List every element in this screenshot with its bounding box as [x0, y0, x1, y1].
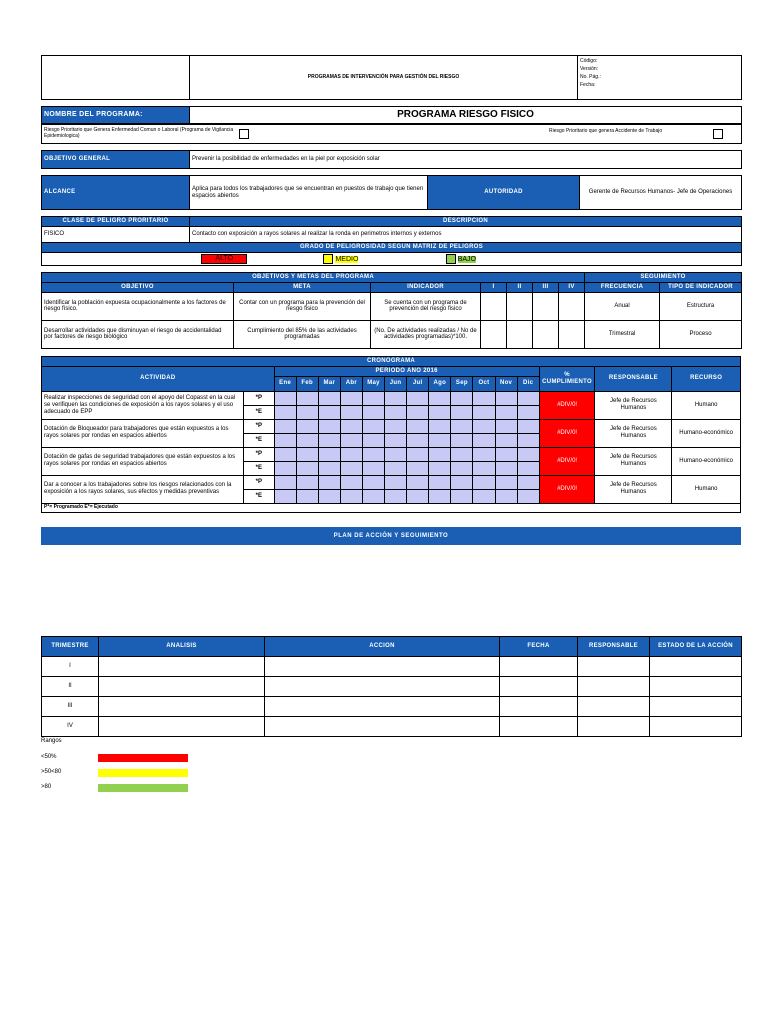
schedule-section-label: CRONOGRAMA: [42, 356, 741, 366]
quarter-cell: II: [42, 677, 99, 697]
col-q4: IV: [559, 283, 585, 293]
quarter-cell: I: [42, 657, 99, 677]
schedule-cell[interactable]: [451, 419, 473, 433]
schedule-cell[interactable]: [340, 405, 362, 419]
code-label: Código:: [580, 58, 598, 64]
hazard-grade-label: GRADO DE PELIGROSIDAD SEGÚN MATRIZ DE PELIGROS: [42, 243, 742, 253]
schedule-cell[interactable]: [473, 475, 495, 489]
quarter-cell: IV: [42, 717, 99, 737]
month-header: Jul: [407, 376, 429, 391]
range-high-swatch: [98, 784, 188, 792]
schedule-cell[interactable]: [495, 405, 517, 419]
schedule-cell[interactable]: [318, 475, 340, 489]
schedule-cell[interactable]: [296, 433, 318, 447]
schedule-cell[interactable]: [407, 391, 429, 405]
plan-cell[interactable]: [99, 697, 265, 717]
plan-cell[interactable]: [99, 657, 265, 677]
plan-cell[interactable]: [500, 677, 578, 697]
plan-cell[interactable]: [500, 717, 578, 737]
schedule-cell[interactable]: [318, 405, 340, 419]
schedule-cell[interactable]: [274, 419, 296, 433]
table-row: [42, 292, 742, 320]
scope-label: ALCANCE: [42, 176, 190, 210]
table-row: [42, 717, 742, 737]
schedule-cell[interactable]: [517, 391, 539, 405]
responsible-cell: Jefe de Recursos Humanos: [595, 475, 672, 503]
month-header: Sep: [451, 376, 473, 391]
schedule-cell[interactable]: [407, 405, 429, 419]
month-header: Oct: [473, 376, 495, 391]
schedule-cell[interactable]: [340, 419, 362, 433]
hazard-class-label: CLASE DE PELIGRO PRORITARIO: [42, 217, 190, 227]
level-high-label: ALTO: [201, 254, 247, 264]
header-title: PROGRAMAS DE INTERVENCIÓN PARA GESTIÓN DEL RIESGO: [190, 56, 578, 100]
ranges-label: Rangos: [41, 738, 62, 744]
schedule-cell[interactable]: [495, 419, 517, 433]
plan-section-label: PLAN DE ACCIÓN Y SEGUIMIENTO: [41, 527, 741, 545]
schedule-cell[interactable]: [407, 447, 429, 461]
schedule-cell[interactable]: [429, 475, 451, 489]
range-high-label: >80: [41, 784, 52, 790]
resource-cell: Humano-económico: [672, 447, 741, 475]
schedule-cell[interactable]: [362, 475, 384, 489]
schedule-cell[interactable]: [451, 405, 473, 419]
schedule-cell[interactable]: [340, 461, 362, 475]
level-medium-swatch: [323, 254, 333, 264]
objective-text: Prevenir la posibilidad de enfermedades en la piel por exposición solar: [190, 151, 742, 169]
activity-cell: Dotación de gafas de seguridad trabajadores que están expuestos a los rayos solares por rondas en espacios abiertos: [42, 447, 244, 475]
table-row: [42, 657, 742, 677]
schedule-cell[interactable]: [385, 433, 407, 447]
schedule-cell[interactable]: [517, 461, 539, 475]
schedule-cell[interactable]: [340, 391, 362, 405]
header-table: [41, 55, 742, 100]
schedule-cell[interactable]: [473, 461, 495, 475]
schedule-cell[interactable]: [429, 489, 451, 503]
schedule-cell[interactable]: [407, 475, 429, 489]
col-objective: OBJETIVO: [42, 283, 234, 293]
schedule-cell[interactable]: [318, 461, 340, 475]
schedule-cell[interactable]: [473, 391, 495, 405]
month-header: Dic: [517, 376, 539, 391]
col-q2: II: [507, 283, 533, 293]
document-codes: [578, 56, 742, 100]
schedule-cell[interactable]: [385, 489, 407, 503]
level-low-label: BAJO: [457, 256, 476, 264]
executed-label: *E: [244, 489, 275, 503]
responsible-header: RESPONSABLE: [595, 366, 672, 391]
compliance-cell: #DIV/0!: [539, 419, 595, 447]
date-label: Fecha:: [580, 82, 596, 88]
month-header: Abr: [340, 376, 362, 391]
schedule-cell[interactable]: [362, 391, 384, 405]
plan-cell[interactable]: [650, 657, 742, 677]
schedule-footnote: P*= Programado E*= Ejecutado: [42, 503, 741, 512]
resource-cell: Humano-económico: [672, 419, 741, 447]
level-medium: [323, 254, 443, 264]
frequency-cell: Anual: [585, 292, 660, 320]
range-mid-label: >50<80: [41, 769, 62, 775]
schedule-cell[interactable]: [296, 391, 318, 405]
col-q1: I: [481, 283, 507, 293]
quarter-cell: III: [42, 697, 99, 717]
schedule-cell[interactable]: [429, 461, 451, 475]
col-analysis: ANALISIS: [99, 637, 265, 657]
level-low: [446, 254, 566, 264]
col-status: ESTADO DE LA ACCIÓN: [650, 637, 742, 657]
activity-cell: Dotación de Bloqueador para trabajadores que están expuestos a los rayos solares por rondas en espacios abiertos: [42, 419, 244, 447]
objective-label: OBJETIVO GENERAL: [42, 151, 190, 169]
schedule-cell[interactable]: [296, 475, 318, 489]
schedule-cell[interactable]: [318, 419, 340, 433]
col-q3: III: [533, 283, 559, 293]
schedule-cell[interactable]: [274, 433, 296, 447]
schedule-cell[interactable]: [362, 489, 384, 503]
schedule-cell[interactable]: [495, 447, 517, 461]
range-low-label: <50%: [41, 754, 57, 760]
schedule-cell[interactable]: [429, 447, 451, 461]
schedule-cell[interactable]: [340, 489, 362, 503]
schedule-cell[interactable]: [407, 461, 429, 475]
schedule-cell[interactable]: [385, 391, 407, 405]
schedule-cell[interactable]: [473, 405, 495, 419]
schedule-cell[interactable]: [429, 419, 451, 433]
option-disease-checkbox[interactable]: [239, 129, 249, 139]
schedule-cell[interactable]: [451, 489, 473, 503]
schedule-cell[interactable]: [407, 433, 429, 447]
table-row: [42, 320, 742, 348]
plan-cell[interactable]: [265, 657, 500, 677]
schedule-cell[interactable]: [407, 489, 429, 503]
schedule-cell[interactable]: [451, 391, 473, 405]
plan-cell[interactable]: [265, 717, 500, 737]
responsible-cell: Jefe de Recursos Humanos: [595, 447, 672, 475]
month-header: Ago: [429, 376, 451, 391]
executed-label: *E: [244, 405, 275, 419]
indicator-type-cell: Estructura: [660, 292, 742, 320]
tracking-label: SEGUIMIENTO: [585, 273, 742, 283]
responsible-cell: Jefe de Recursos Humanos: [595, 419, 672, 447]
level-medium-label: MEDIO: [335, 256, 359, 264]
col-indicator-type: TIPO DE INDICADOR: [660, 283, 742, 293]
col-frequency: FRECUENCIA: [585, 283, 660, 293]
schedule-cell[interactable]: [451, 475, 473, 489]
hazard-levels: [42, 253, 742, 266]
executed-label: *E: [244, 433, 275, 447]
schedule-cell[interactable]: [495, 433, 517, 447]
schedule-cell[interactable]: [296, 419, 318, 433]
authority-text: Gerente de Recursos Humanos- Jefe de Operaciones: [580, 176, 742, 210]
indicator-type-cell: Proceso: [660, 320, 742, 348]
col-indicator: INDICADOR: [371, 283, 481, 293]
table-row: [42, 391, 741, 405]
schedule-cell[interactable]: [517, 419, 539, 433]
schedule-cell[interactable]: [473, 419, 495, 433]
activity-header: ACTIVIDAD: [42, 366, 275, 391]
indicator-cell: Se cuenta con un programa de prevención del riesgo fisico: [371, 292, 481, 320]
compliance-cell: #DIV/0!: [539, 391, 595, 419]
logo-cell: [42, 56, 190, 100]
period-header: PERIODO AÑO 2016: [274, 366, 539, 376]
option-accident-checkbox[interactable]: [713, 129, 723, 139]
schedule-cell[interactable]: [495, 475, 517, 489]
schedule-cell[interactable]: [318, 489, 340, 503]
schedule-cell[interactable]: [429, 433, 451, 447]
schedule-cell[interactable]: [318, 433, 340, 447]
schedule-cell[interactable]: [517, 489, 539, 503]
schedule-cell[interactable]: [296, 489, 318, 503]
range-low-swatch: [98, 754, 188, 762]
level-high: [201, 254, 321, 264]
col-quarter: TRIMESTRE: [42, 637, 99, 657]
resource-header: RECURSO: [672, 366, 741, 391]
month-header: Ene: [274, 376, 296, 391]
schedule-cell[interactable]: [495, 461, 517, 475]
plan-cell[interactable]: [500, 697, 578, 717]
schedule-cell[interactable]: [318, 447, 340, 461]
objectives-table: [41, 272, 742, 349]
option-disease-label: Riesgo Prioritario que Genera Enfermedad Comun o Laboral (Programa de Vigilancia Epidemiologica): [44, 127, 234, 139]
risk-options-table: [41, 124, 742, 144]
col-action: ACCION: [265, 637, 500, 657]
plan-cell[interactable]: [578, 697, 650, 717]
schedule-cell[interactable]: [473, 447, 495, 461]
schedule-cell[interactable]: [385, 475, 407, 489]
month-header: Jun: [385, 376, 407, 391]
col-goal: META: [234, 283, 371, 293]
schedule-cell[interactable]: [517, 475, 539, 489]
plan-cell[interactable]: [500, 657, 578, 677]
indicator-cell: (No. De actividades realizadas / No de actividades programadas)*100.: [371, 320, 481, 348]
schedule-cell[interactable]: [340, 447, 362, 461]
plan-cell[interactable]: [650, 717, 742, 737]
schedule-cell[interactable]: [274, 391, 296, 405]
plan-cell[interactable]: [578, 717, 650, 737]
page-label: No. Pág.:: [580, 74, 601, 80]
schedule-cell[interactable]: [340, 475, 362, 489]
schedule-table: [41, 356, 741, 513]
program-name: PROGRAMA RIESGO FISICO: [190, 107, 742, 124]
responsible-cell: Jefe de Recursos Humanos: [595, 391, 672, 419]
plan-cell[interactable]: [650, 677, 742, 697]
programmed-label: *P: [244, 475, 275, 489]
activity-cell: Dar a conocer a los trabajadores sobre los riesgos relacionados con la exposición a los rayos solares, sus efectos y medidas preventivas: [42, 475, 244, 503]
schedule-cell[interactable]: [385, 419, 407, 433]
programmed-label: *P: [244, 447, 275, 461]
month-header: Nov: [495, 376, 517, 391]
schedule-cell[interactable]: [274, 461, 296, 475]
plan-cell[interactable]: [99, 677, 265, 697]
schedule-cell[interactable]: [517, 405, 539, 419]
plan-cell[interactable]: [99, 717, 265, 737]
schedule-cell[interactable]: [296, 405, 318, 419]
schedule-cell[interactable]: [407, 419, 429, 433]
schedule-cell[interactable]: [385, 447, 407, 461]
goal-cell: Cumplimiento del 85% de las actividades programadas: [234, 320, 371, 348]
compliance-cell: #DIV/0!: [539, 475, 595, 503]
schedule-cell[interactable]: [495, 489, 517, 503]
schedule-cell[interactable]: [296, 461, 318, 475]
month-header: Mar: [318, 376, 340, 391]
level-low-swatch: [446, 254, 456, 264]
plan-cell[interactable]: [578, 657, 650, 677]
resource-cell: Humano: [672, 475, 741, 503]
schedule-cell[interactable]: [274, 475, 296, 489]
programmed-label: *P: [244, 419, 275, 433]
table-row: [42, 475, 741, 489]
table-row: [42, 419, 741, 433]
table-row: [42, 677, 742, 697]
schedule-cell[interactable]: [362, 419, 384, 433]
schedule-cell[interactable]: [429, 405, 451, 419]
schedule-cell[interactable]: [340, 433, 362, 447]
schedule-cell[interactable]: [429, 391, 451, 405]
schedule-cell[interactable]: [473, 433, 495, 447]
plan-cell[interactable]: [265, 677, 500, 697]
goal-cell: Contar con un programa para la prevención del riesgo fisico: [234, 292, 371, 320]
compliance-header: % CUMPLIMIENTO: [539, 366, 595, 391]
objective-table: [41, 150, 742, 169]
resource-cell: Humano: [672, 391, 741, 419]
hazard-class: FISICO: [42, 227, 190, 243]
col-date: FECHA: [500, 637, 578, 657]
table-row: [42, 697, 742, 717]
plan-cell[interactable]: [265, 697, 500, 717]
range-mid-swatch: [98, 769, 188, 777]
authority-label: AUTORIDAD: [428, 176, 580, 210]
col-responsible: RESPONSABLE: [578, 637, 650, 657]
hazard-description: Contacto con exposición a rayos solares al realizar la ronda en perimetros internos y externos: [190, 227, 742, 243]
schedule-cell[interactable]: [362, 433, 384, 447]
schedule-cell[interactable]: [451, 461, 473, 475]
activity-cell: Realizar inspecciones de seguridad con el apoyo del Copasst en la cual se verifiquen las condiciones de exposición a los rayos solares y el uso adecuado de EPP: [42, 391, 244, 419]
frequency-cell: Trimestral: [585, 320, 660, 348]
schedule-cell[interactable]: [451, 447, 473, 461]
schedule-cell[interactable]: [517, 433, 539, 447]
schedule-cell[interactable]: [274, 447, 296, 461]
schedule-cell[interactable]: [362, 405, 384, 419]
objective-cell: Desarrollar actividades que disminuyan el riesgo de accidentalidad por factores de riesgo biológico: [42, 320, 234, 348]
objectives-section-label: OBJETIVOS Y METAS DEL PROGRAMA: [42, 273, 585, 283]
schedule-cell[interactable]: [473, 489, 495, 503]
action-plan-table: [41, 636, 742, 737]
program-name-table: [41, 106, 742, 124]
month-header: May: [362, 376, 384, 391]
schedule-cell[interactable]: [318, 391, 340, 405]
objective-cell: Identificar la población expuesta ocupacionalmente a los factores de riesgo físico.: [42, 292, 234, 320]
executed-label: *E: [244, 461, 275, 475]
program-sheet: [41, 55, 741, 545]
schedule-cell[interactable]: [517, 447, 539, 461]
programmed-label: *P: [244, 391, 275, 405]
scope-table: [41, 175, 742, 210]
schedule-cell[interactable]: [274, 405, 296, 419]
schedule-cell[interactable]: [495, 391, 517, 405]
option-accident-label: Riesgo Prioritario que genera Accidente de Trabajo: [549, 128, 663, 134]
option-disease: [42, 125, 237, 144]
schedule-cell[interactable]: [274, 489, 296, 503]
program-name-label: NOMBRE DEL PROGRAMA:: [42, 107, 190, 124]
month-header: Feb: [296, 376, 318, 391]
schedule-cell[interactable]: [385, 461, 407, 475]
version-label: Versión:: [580, 66, 599, 72]
plan-cell[interactable]: [578, 677, 650, 697]
table-row: [42, 447, 741, 461]
schedule-cell[interactable]: [362, 461, 384, 475]
compliance-cell: #DIV/0!: [539, 447, 595, 475]
hazard-desc-label: DESCRIPCIÓN: [190, 217, 742, 227]
hazard-table: [41, 216, 742, 266]
schedule-cell[interactable]: [385, 405, 407, 419]
schedule-cell[interactable]: [362, 447, 384, 461]
schedule-cell[interactable]: [296, 447, 318, 461]
schedule-cell[interactable]: [451, 433, 473, 447]
plan-cell[interactable]: [650, 697, 742, 717]
scope-text: Aplica para todos los trabajadores que se encuentran en puestos de trabajo que tienen espacios abiertos: [190, 176, 428, 210]
